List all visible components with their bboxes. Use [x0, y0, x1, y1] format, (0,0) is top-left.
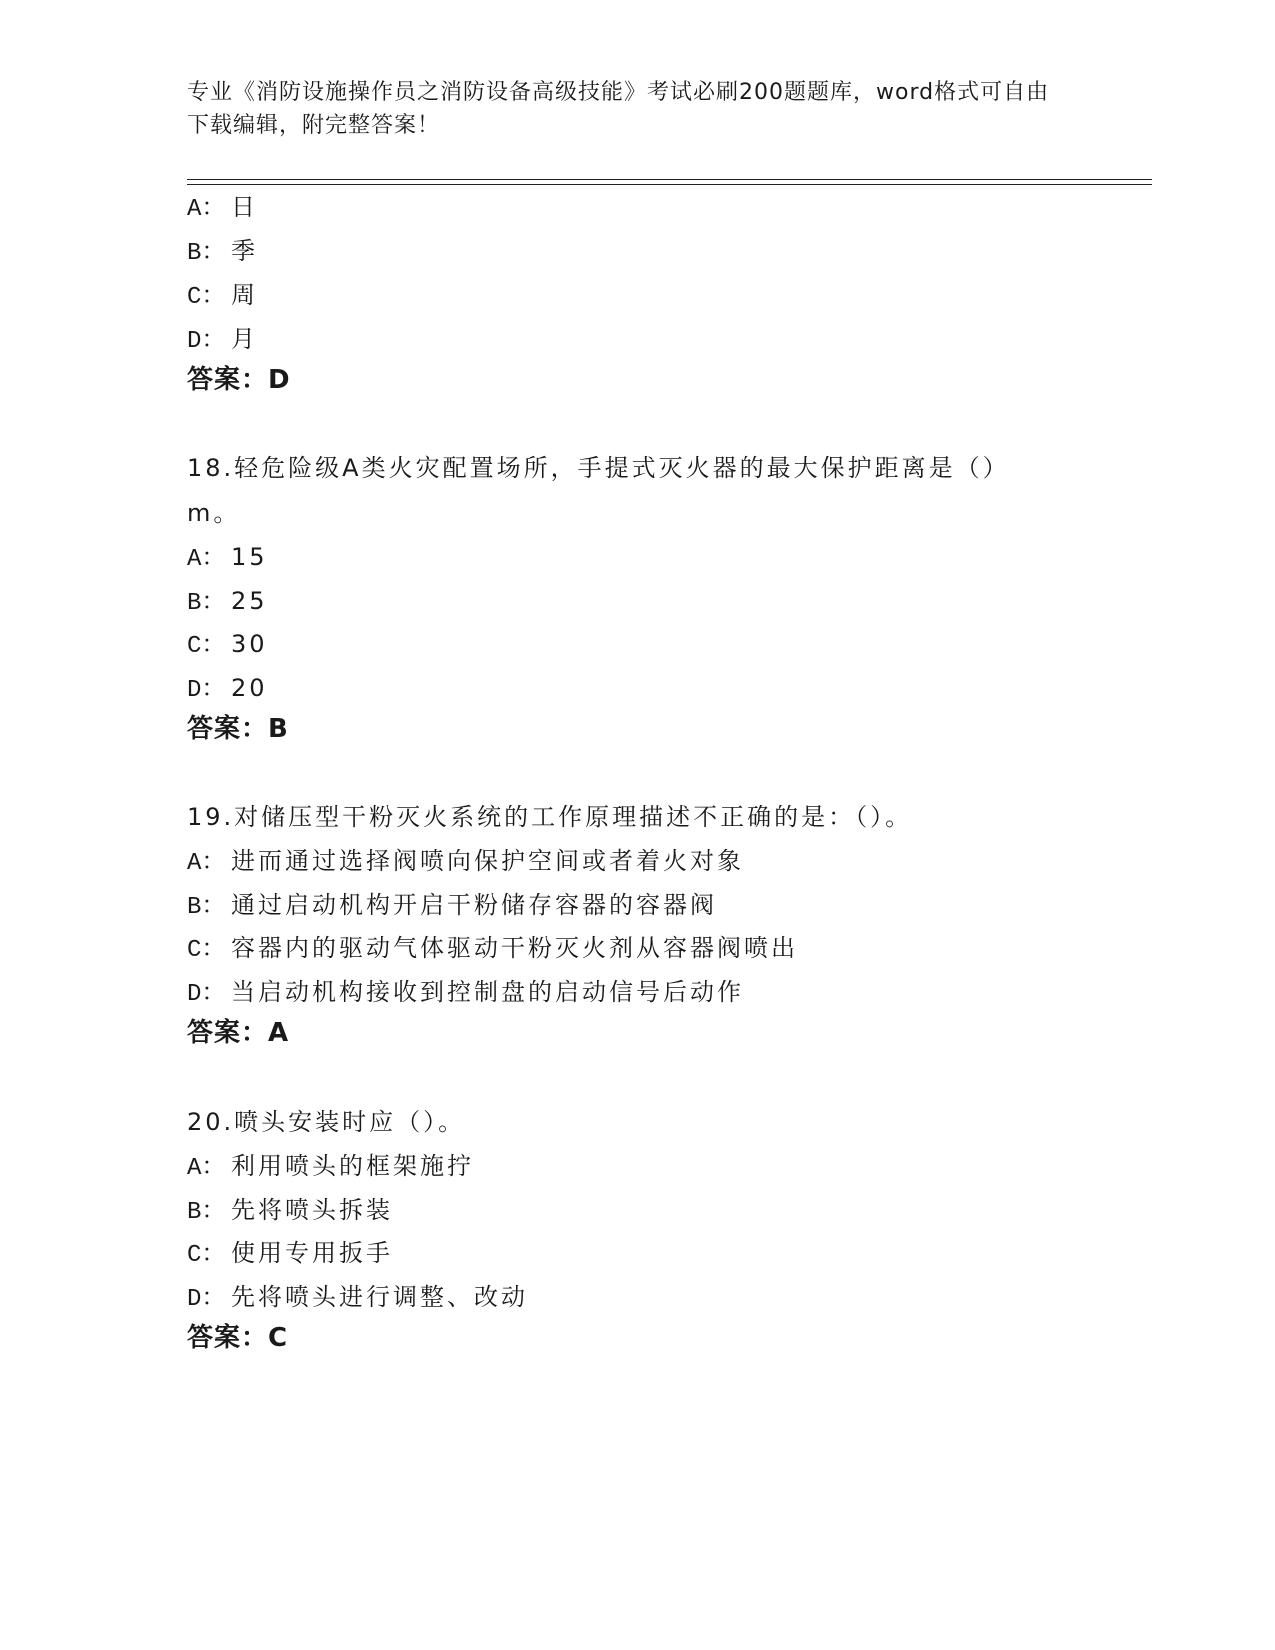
q18-answer: 答案：B [187, 714, 289, 744]
q19-option-a: A： 进而通过选择阀喷向保护空间或者着火对象 [187, 847, 744, 877]
document-header: 专业《消防设施操作员之消防设备高级技能》考试必刷200题题库，word格式可自由下载编辑，附完整答案！ [187, 80, 1050, 138]
q18-option-d: D： 20 [187, 674, 268, 704]
header-divider-top [187, 179, 1152, 180]
q17-option-b: B： 季 [187, 237, 258, 267]
q19-stem: 19.对储压型干粉灭火系统的工作原理描述不正确的是：（）。 [187, 803, 913, 831]
q19-answer: 答案：A [187, 1018, 290, 1048]
q19-option-b: B： 通过启动机构开启干粉储存容器的容器阀 [187, 891, 717, 921]
q17-option-a: A： 日 [187, 193, 258, 223]
q20-option-d: D： 先将喷头进行调整、改动 [187, 1283, 528, 1313]
q19-option-c: C： 容器内的驱动气体驱动干粉灭火剂从容器阀喷出 [187, 934, 798, 964]
q20-option-b: B： 先将喷头拆装 [187, 1196, 393, 1226]
q20-stem: 20.喷头安装时应（）。 [187, 1108, 466, 1136]
q18-stem-line2: m。 [187, 499, 241, 527]
q18-stem-line1: 18.轻危险级A类火灾配置场所，手提式灭火器的最大保护距离是（） [187, 454, 1010, 482]
q17-option-d: D： 月 [187, 325, 258, 355]
q20-option-a: A： 利用喷头的框架施拧 [187, 1152, 474, 1182]
q18-option-c: C： 30 [187, 630, 268, 660]
q17-answer: 答案：D [187, 365, 291, 395]
q20-answer: 答案：C [187, 1323, 289, 1353]
q17-option-c: C： 周 [187, 281, 258, 311]
q20-option-c: C： 使用专用扳手 [187, 1239, 393, 1269]
q18-option-b: B： 25 [187, 587, 268, 617]
header-divider-bottom [187, 184, 1152, 185]
q19-option-d: D： 当启动机构接收到控制盘的启动信号后动作 [187, 978, 744, 1008]
q18-option-a: A： 15 [187, 543, 268, 573]
